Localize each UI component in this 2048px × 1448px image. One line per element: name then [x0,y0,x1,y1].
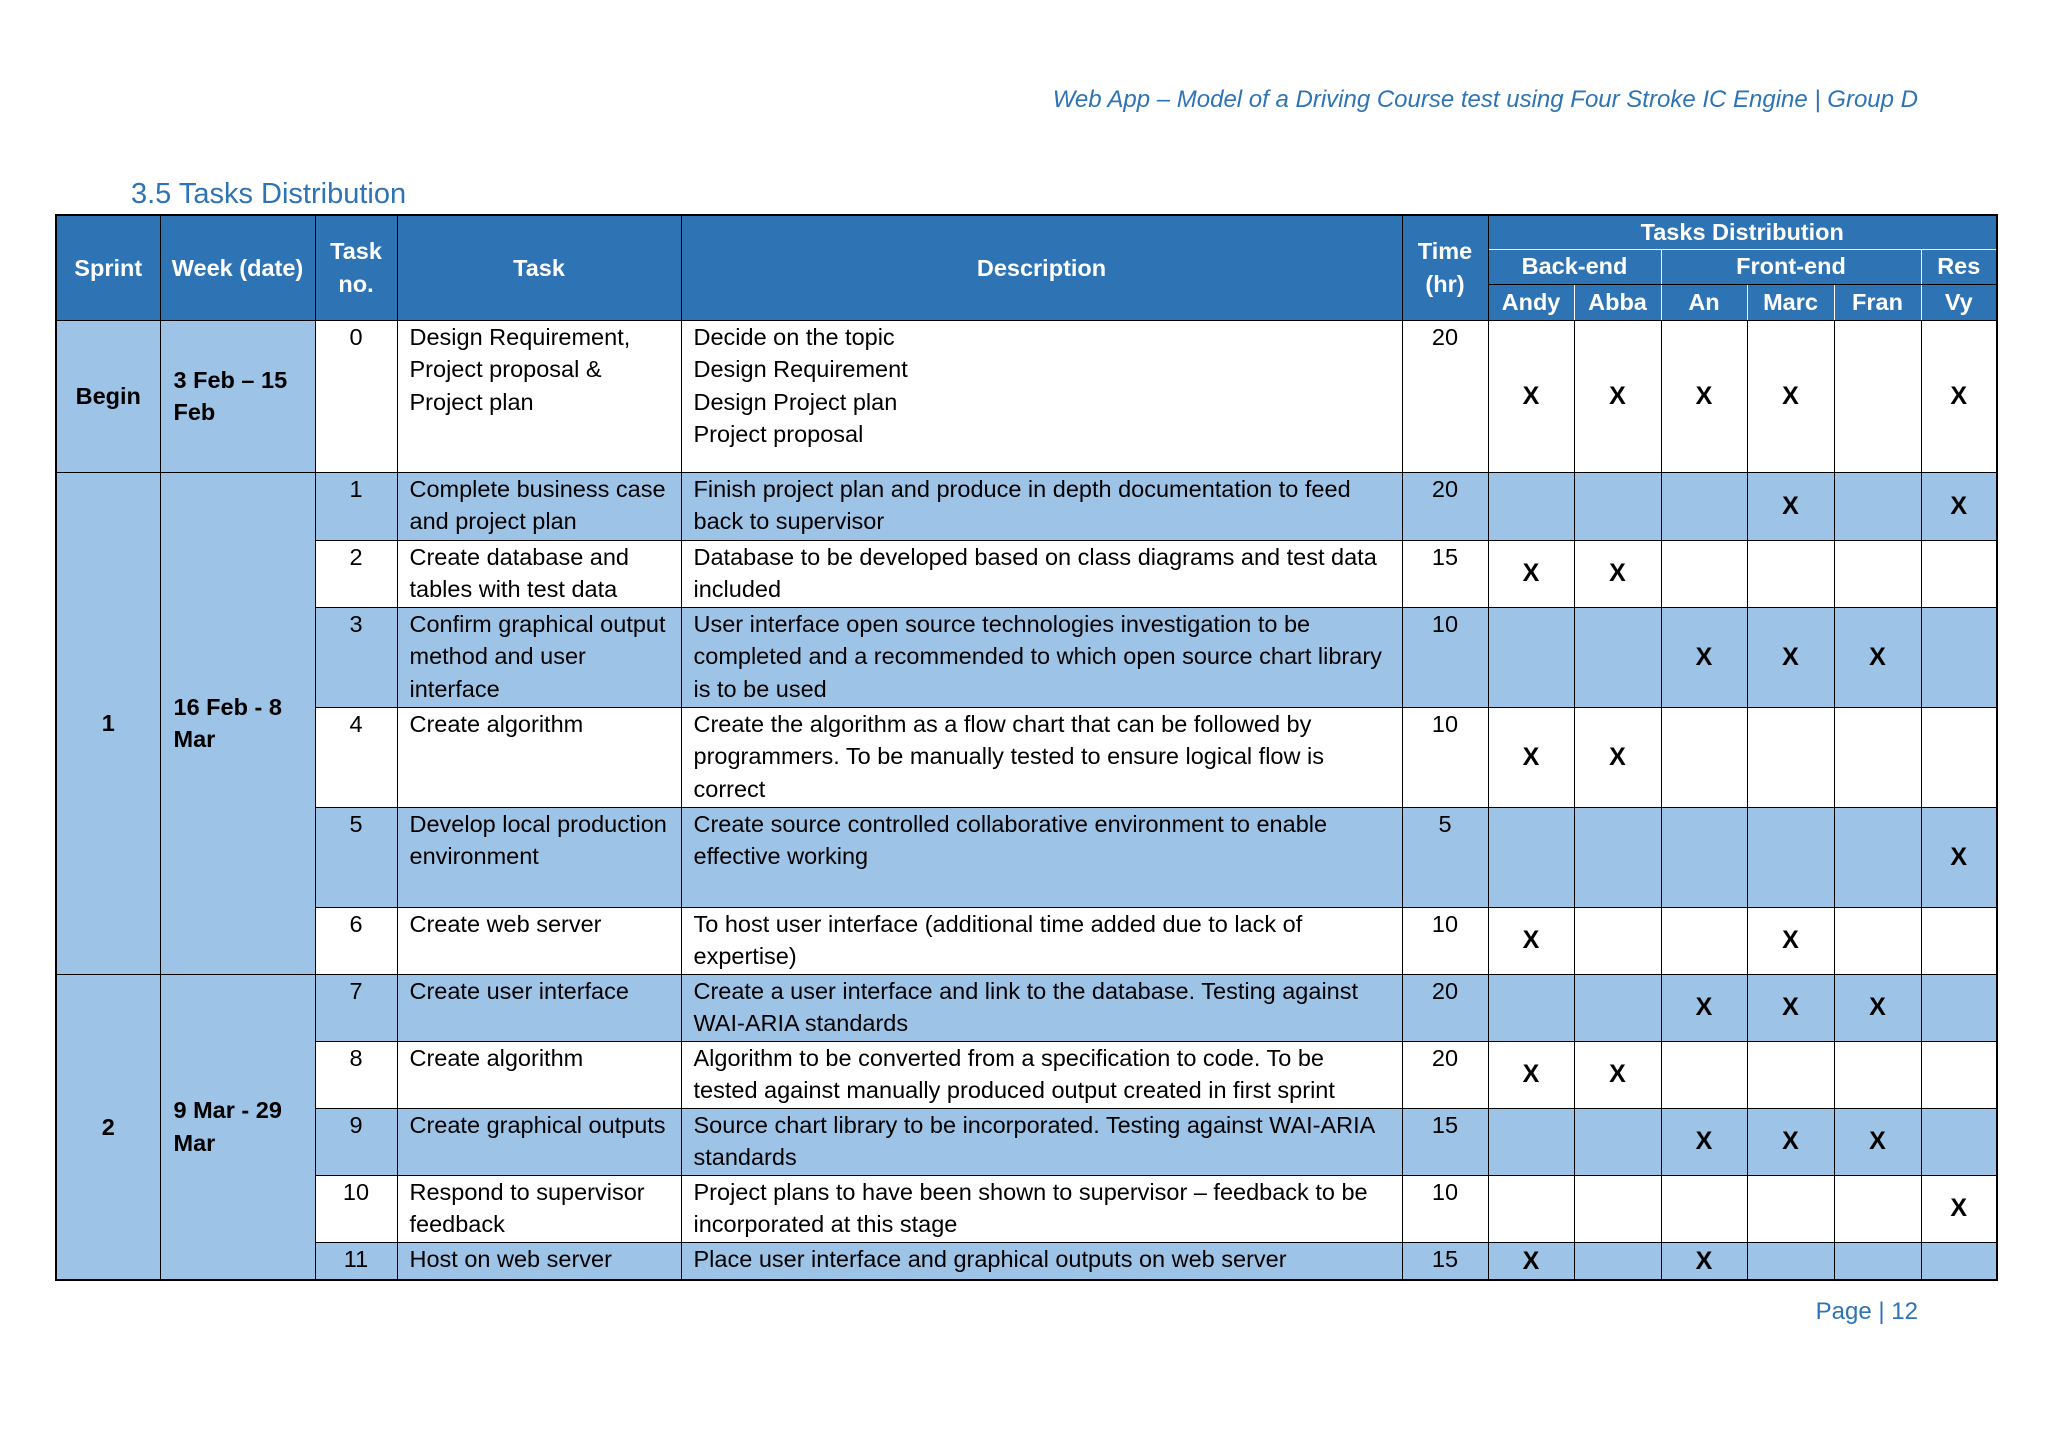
running-header: Web App – Model of a Driving Course test using Four Stroke IC Engine | Group D [1052,86,1918,113]
time-cell: 10 [1402,907,1488,974]
assignment-mark-fran: X [1834,607,1921,707]
sprint-cell: 1 [56,472,160,974]
header-frontend: Front-end [1661,249,1921,284]
time-cell: 15 [1402,1108,1488,1175]
description-cell: Source chart library to be incorporated. Testing against WAI-ARIA standards [681,1108,1402,1175]
description-cell: Create the algorithm as a flow chart that can be followed by programmers. To be manually tested to ensure logical flow is correct [681,707,1402,807]
table-header [56,215,1997,320]
assignment-mark-andy: X [1488,907,1574,974]
assignment-mark-andy [1488,1175,1574,1242]
header-week: Week (date) [160,215,315,320]
time-cell: 10 [1402,1175,1488,1242]
time-cell: 15 [1402,1242,1488,1280]
assignment-mark-abba: X [1574,1041,1661,1108]
assignment-mark-an: X [1661,320,1747,472]
assignment-mark-marc: X [1747,320,1834,472]
time-cell: 20 [1402,320,1488,472]
assignment-mark-marc [1747,1242,1834,1280]
header-tasks-distribution: Tasks Distribution [1488,215,1997,249]
time-cell: 10 [1402,607,1488,707]
header-person-marc: Marc [1747,284,1834,320]
task-cell: Respond to supervisor feedback [397,1175,681,1242]
assignment-mark-an [1661,807,1747,907]
header-task: Task [397,215,681,320]
table-row [56,320,1997,472]
description-cell: Decide on the topic Design Requirement Design Project plan Project proposal [681,320,1402,472]
task-cell: Confirm graphical output method and user interface [397,607,681,707]
assignment-mark-vy [1921,1041,1997,1108]
description-cell: Create source controlled collaborative environment to enable effective working [681,807,1402,907]
task-cell: Host on web server [397,1242,681,1280]
assignment-mark-an: X [1661,607,1747,707]
assignment-mark-fran [1834,472,1921,540]
task-cell: Create database and tables with test data [397,540,681,607]
description-cell: Place user interface and graphical outputs on web server [681,1242,1402,1280]
assignment-mark-marc: X [1747,472,1834,540]
week-cell: 9 Mar - 29 Mar [160,974,315,1280]
table-row [56,974,1997,1041]
table-row [56,807,1997,907]
task-cell: Create web server [397,907,681,974]
section-title: 3.5 Tasks Distribution [131,178,407,210]
assignment-mark-marc [1747,707,1834,807]
assignment-mark-vy: X [1921,320,1997,472]
task-no-cell: 1 [315,472,397,540]
assignment-mark-an [1661,540,1747,607]
task-no-cell: 5 [315,807,397,907]
task-cell: Develop local production environment [397,807,681,907]
assignment-mark-abba [1574,607,1661,707]
task-cell: Create algorithm [397,1041,681,1108]
description-cell: To host user interface (additional time added due to lack of expertise) [681,907,1402,974]
assignment-mark-andy [1488,807,1574,907]
task-no-cell: 7 [315,974,397,1041]
assignment-mark-marc: X [1747,607,1834,707]
assignment-mark-andy: X [1488,320,1574,472]
description-cell: Finish project plan and produce in depth documentation to feed back to supervisor [681,472,1402,540]
table-row [56,907,1997,974]
assignment-mark-an: X [1661,974,1747,1041]
assignment-mark-marc: X [1747,1108,1834,1175]
table-row [56,1108,1997,1175]
table-row [56,707,1997,807]
assignment-mark-abba [1574,472,1661,540]
assignment-mark-abba [1574,1108,1661,1175]
task-no-cell: 10 [315,1175,397,1242]
table-row [56,540,1997,607]
assignment-mark-marc: X [1747,907,1834,974]
week-cell: 3 Feb – 15 Feb [160,320,315,472]
sprint-cell: 2 [56,974,160,1280]
assignment-mark-vy: X [1921,807,1997,907]
assignment-mark-abba [1574,907,1661,974]
description-cell: Create a user interface and link to the database. Testing against WAI-ARIA standards [681,974,1402,1041]
assignment-mark-andy: X [1488,1242,1574,1280]
header-person-vy: Vy [1921,284,1997,320]
assignment-mark-andy [1488,607,1574,707]
description-cell: Project plans to have been shown to supervisor – feedback to be incorporated at this stage [681,1175,1402,1242]
assignment-mark-andy: X [1488,540,1574,607]
table-row [56,1175,1997,1242]
assignment-mark-abba [1574,807,1661,907]
assignment-mark-vy [1921,907,1997,974]
assignment-mark-fran [1834,907,1921,974]
table-row [56,472,1997,540]
assignment-mark-an [1661,1041,1747,1108]
assignment-mark-abba: X [1574,707,1661,807]
assignment-mark-fran [1834,320,1921,472]
header-task-no: Task no. [315,215,397,320]
time-cell: 20 [1402,1041,1488,1108]
assignment-mark-vy [1921,540,1997,607]
assignment-mark-vy [1921,974,1997,1041]
task-no-cell: 2 [315,540,397,607]
header-res: Res [1921,249,1997,284]
assignment-mark-fran [1834,807,1921,907]
header-backend: Back-end [1488,249,1661,284]
task-no-cell: 0 [315,320,397,472]
header-person-andy: Andy [1488,284,1574,320]
assignment-mark-marc [1747,807,1834,907]
task-cell: Create user interface [397,974,681,1041]
task-cell: Design Requirement, Project proposal & Project plan [397,320,681,472]
assignment-mark-andy [1488,974,1574,1041]
task-no-cell: 9 [315,1108,397,1175]
assignment-mark-abba [1574,974,1661,1041]
description-cell: User interface open source technologies investigation to be completed and a recommended to which open source chart library is to be used [681,607,1402,707]
task-cell: Complete business case and project plan [397,472,681,540]
assignment-mark-fran [1834,707,1921,807]
task-no-cell: 4 [315,707,397,807]
assignment-mark-an [1661,1175,1747,1242]
assignment-mark-vy [1921,1108,1997,1175]
assignment-mark-abba: X [1574,540,1661,607]
table-body [56,320,1997,1280]
assignment-mark-abba [1574,1242,1661,1280]
assignment-mark-fran: X [1834,974,1921,1041]
assignment-mark-marc [1747,1041,1834,1108]
page-number: Page | 12 [1815,1298,1918,1325]
description-cell: Database to be developed based on class diagrams and test data included [681,540,1402,607]
assignment-mark-vy: X [1921,1175,1997,1242]
assignment-mark-fran: X [1834,1108,1921,1175]
time-cell: 20 [1402,472,1488,540]
week-cell: 16 Feb - 8 Mar [160,472,315,974]
header-person-abba: Abba [1574,284,1661,320]
assignment-mark-fran [1834,1242,1921,1280]
header-time: Time (hr) [1402,215,1488,320]
assignment-mark-an [1661,907,1747,974]
assignment-mark-andy: X [1488,1041,1574,1108]
task-cell: Create algorithm [397,707,681,807]
task-no-cell: 11 [315,1242,397,1280]
task-cell: Create graphical outputs [397,1108,681,1175]
task-no-cell: 6 [315,907,397,974]
task-no-cell: 8 [315,1041,397,1108]
assignment-mark-andy: X [1488,707,1574,807]
header-description: Description [681,215,1402,320]
assignment-mark-marc [1747,1175,1834,1242]
assignment-mark-an: X [1661,1108,1747,1175]
table-row [56,607,1997,707]
assignment-mark-vy: X [1921,472,1997,540]
table-row [56,1041,1997,1108]
assignment-mark-vy [1921,1242,1997,1280]
assignment-mark-an [1661,472,1747,540]
assignment-mark-andy [1488,1108,1574,1175]
assignment-mark-vy [1921,607,1997,707]
header-sprint: Sprint [56,215,160,320]
assignment-mark-marc: X [1747,974,1834,1041]
time-cell: 20 [1402,974,1488,1041]
time-cell: 5 [1402,807,1488,907]
assignment-mark-marc [1747,540,1834,607]
time-cell: 10 [1402,707,1488,807]
assignment-mark-vy [1921,707,1997,807]
assignment-mark-an: X [1661,1242,1747,1280]
assignment-mark-andy [1488,472,1574,540]
header-person-fran: Fran [1834,284,1921,320]
task-no-cell: 3 [315,607,397,707]
sprint-cell: Begin [56,320,160,472]
assignment-mark-abba [1574,1175,1661,1242]
assignment-mark-fran [1834,540,1921,607]
time-cell: 15 [1402,540,1488,607]
assignment-mark-an [1661,707,1747,807]
header-person-an: An [1661,284,1747,320]
assignment-mark-abba: X [1574,320,1661,472]
tasks-distribution-table [55,214,1998,1281]
assignment-mark-fran [1834,1175,1921,1242]
description-cell: Algorithm to be converted from a specification to code. To be tested against manually produced output created in first sprint [681,1041,1402,1108]
assignment-mark-fran [1834,1041,1921,1108]
table-row [56,1242,1997,1280]
